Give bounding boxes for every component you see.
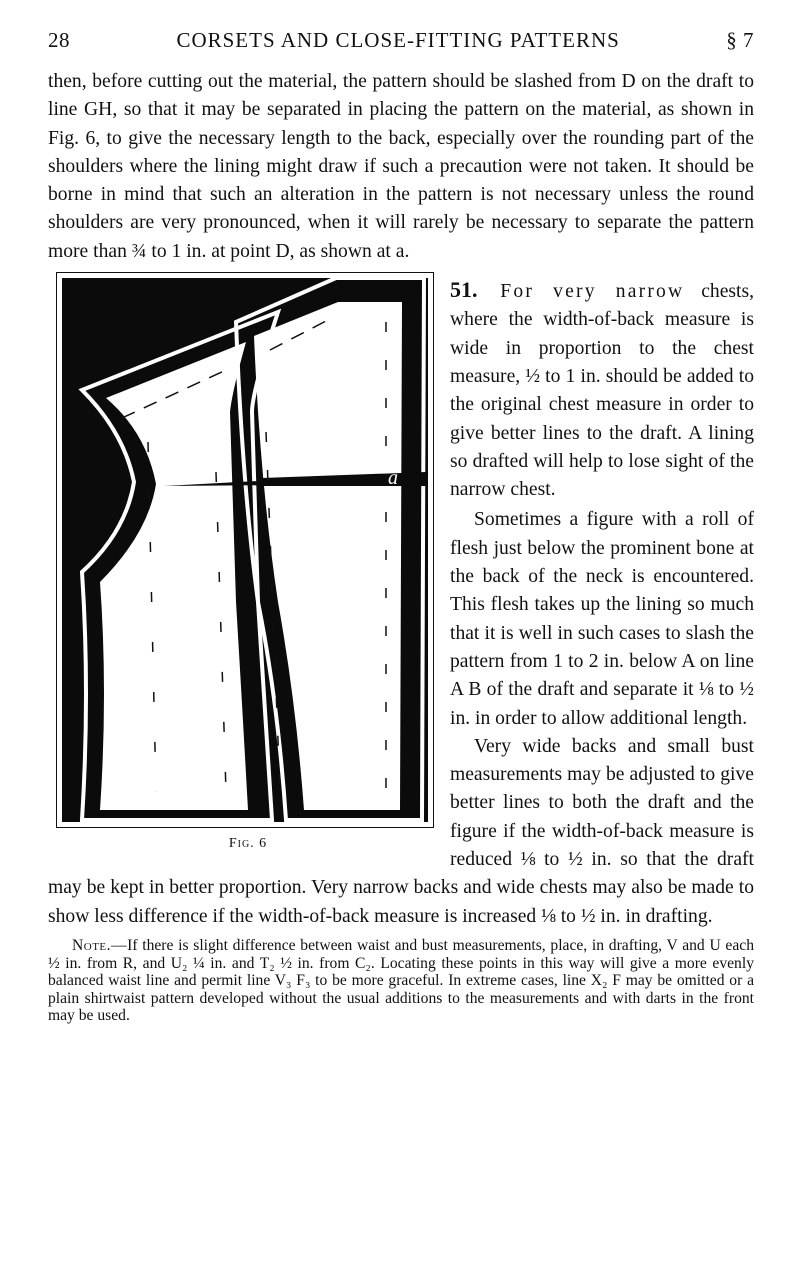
section-mark: § 7 — [726, 28, 754, 52]
paragraph-2-text: Sometimes a figure with a roll of flesh just below the prominent bone at the back of the neck is encountered. This flesh takes up the lining so much that it is well in such cases to slash the pattern from 1 to 2 in. below A on line A B of the draft and separate it ⅛ to ½ in. in order to allow additional length. — [450, 509, 754, 729]
note-label: Note.— — [72, 936, 128, 954]
paragraph-3-text: Very wide backs and small bust measurements may be adjusted to give better lines to both the draft and the figure if the width-of-back measure is reduced ⅛ to ½ in. so that the draft may be kept in better proportion. Very narrow backs and wide chests may also be made to show less difference if the width-of-back measure is increased ⅛ to ½ in. in drafting. — [48, 735, 754, 927]
point-a-label: a — [388, 467, 398, 490]
back-piece-fill — [100, 342, 248, 810]
running-header — [48, 28, 754, 68]
footnote — [48, 937, 754, 1025]
running-title: CORSETS AND CLOSE-FITTING PATTERNS — [176, 28, 620, 52]
pattern-illustration — [56, 272, 434, 828]
paragraph-1 — [48, 68, 754, 266]
paragraph-1-text: then, before cutting out the material, the pattern should be slashed from D on the draft to line GH, so that it may be separated in placing the pattern on the material, as shown in Fig. 6, to give the necessary length to the back, especially over the rounding part of the shoulders where the lining might draw if such a precaution were not taken. It should be borne in mind that such an alteration in the pattern is not necessary unless the round shoulders are very pronounced, when it will rarely be necessary to separate the pattern more than ¾ to 1 in. at point D, as shown at a. — [48, 71, 754, 262]
section-51-lead: For very narrow — [500, 281, 685, 303]
main-text — [48, 68, 754, 931]
page — [48, 28, 754, 1025]
section-51-text: chests, where the width-of-back measure is wide in proportion to the chest measure, ½ to 1 in. should be added to the original chest measure in order to give better lines to the draft. A lining so drafted will help to lose sight of the narrow chest. — [450, 281, 754, 501]
page-number: 28 — [48, 28, 70, 52]
note-text: If there is slight difference between waist and bust measurements, place, in drafting, V and U each ½ in. from R, and U₂ ¼ in. and T₂ ½ in. from C₂. Locating these points in this way will give a more evenly balanced waist line and permit line V₃ F₃ to be more graceful. In extreme cases, line X₂ F may be omitted or a plain shirtwaist pattern developed without the usual additions to the measurements and with darts in the front may be used. — [48, 936, 754, 1025]
figure-caption: Fig. 6 — [228, 836, 268, 852]
section-number: 51. — [450, 277, 478, 303]
figure-6 — [48, 270, 434, 866]
